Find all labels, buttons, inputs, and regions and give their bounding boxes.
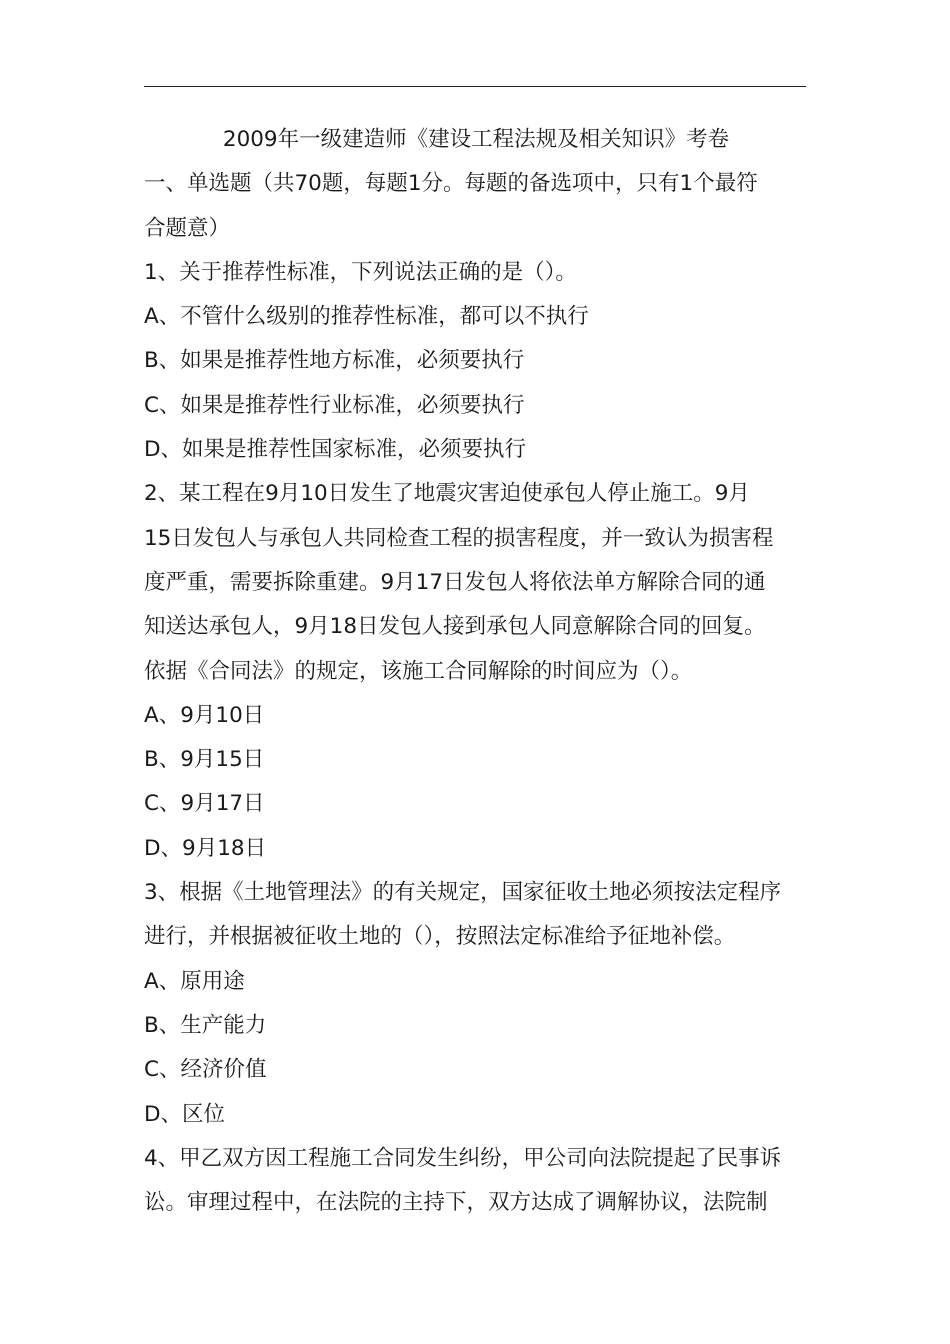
- question-3-option-d: D、区位: [144, 1101, 226, 1127]
- question-1-option-a: A、不管什么级别的推荐性标准，都可以不执行: [144, 304, 589, 330]
- question-2-option-b: B、9月15日: [144, 747, 265, 773]
- document-body: [144, 118, 808, 1225]
- question-3-option-c: C、经济价值: [144, 1057, 267, 1083]
- question-4-stem-line: 讼。审理过程中，在法院的主持下，双方达成了调解协议，法院制: [144, 1190, 768, 1216]
- question-1-option-c: C、如果是推荐性行业标准，必须要执行: [144, 392, 525, 418]
- question-1-option-b: B、如果是推荐性地方标准，必须要执行: [144, 348, 525, 374]
- question-3-option-b: B、生产能力: [144, 1012, 267, 1038]
- question-2-stem-line: 知送达承包人，9月18日发包人接到承包人同意解除合同的回复。: [144, 614, 766, 640]
- header-rule: [144, 86, 806, 87]
- question-2-stem-line: 度严重，需要拆除重建。9月17日发包人将依法单方解除合同的通: [144, 569, 766, 595]
- question-2-stem-line: 2、某工程在9月10日发生了地震灾害迫使承包人停止施工。9月: [144, 481, 750, 507]
- question-3-stem-line: 3、根据《土地管理法》的有关规定，国家征收土地必须按法定程序: [144, 880, 782, 906]
- document-title: 2009年一级建造师《建设工程法规及相关知识》考卷: [222, 127, 730, 152]
- question-2-option-c: C、9月17日: [144, 791, 265, 817]
- question-1-stem: 1、关于推荐性标准，下列说法正确的是（）。: [144, 259, 577, 285]
- question-2-stem-line: 依据《合同法》的规定，该施工合同解除的时间应为（）。: [144, 658, 693, 684]
- question-1-option-d: D、如果是推荐性国家标准，必须要执行: [144, 437, 527, 463]
- question-4-stem-line: 4、甲乙双方因工程施工合同发生纠纷，甲公司向法院提起了民事诉: [144, 1145, 782, 1171]
- question-2-stem-line: 15日发包人与承包人共同检查工程的损害程度，并一致认为损害程: [144, 525, 774, 551]
- section-heading-line: 一、单选题（共70题，每题1分。每题的备选项中，只有1个最符: [144, 171, 758, 197]
- question-2-option-d: D、9月18日: [144, 835, 267, 861]
- question-3-stem-line: 进行，并根据被征收土地的（），按照法定标准给予征地补偿。: [144, 924, 736, 950]
- question-3-option-a: A、原用途: [144, 968, 245, 994]
- question-2-option-a: A、9月10日: [144, 702, 265, 728]
- section-heading-line: 合题意）: [144, 215, 231, 241]
